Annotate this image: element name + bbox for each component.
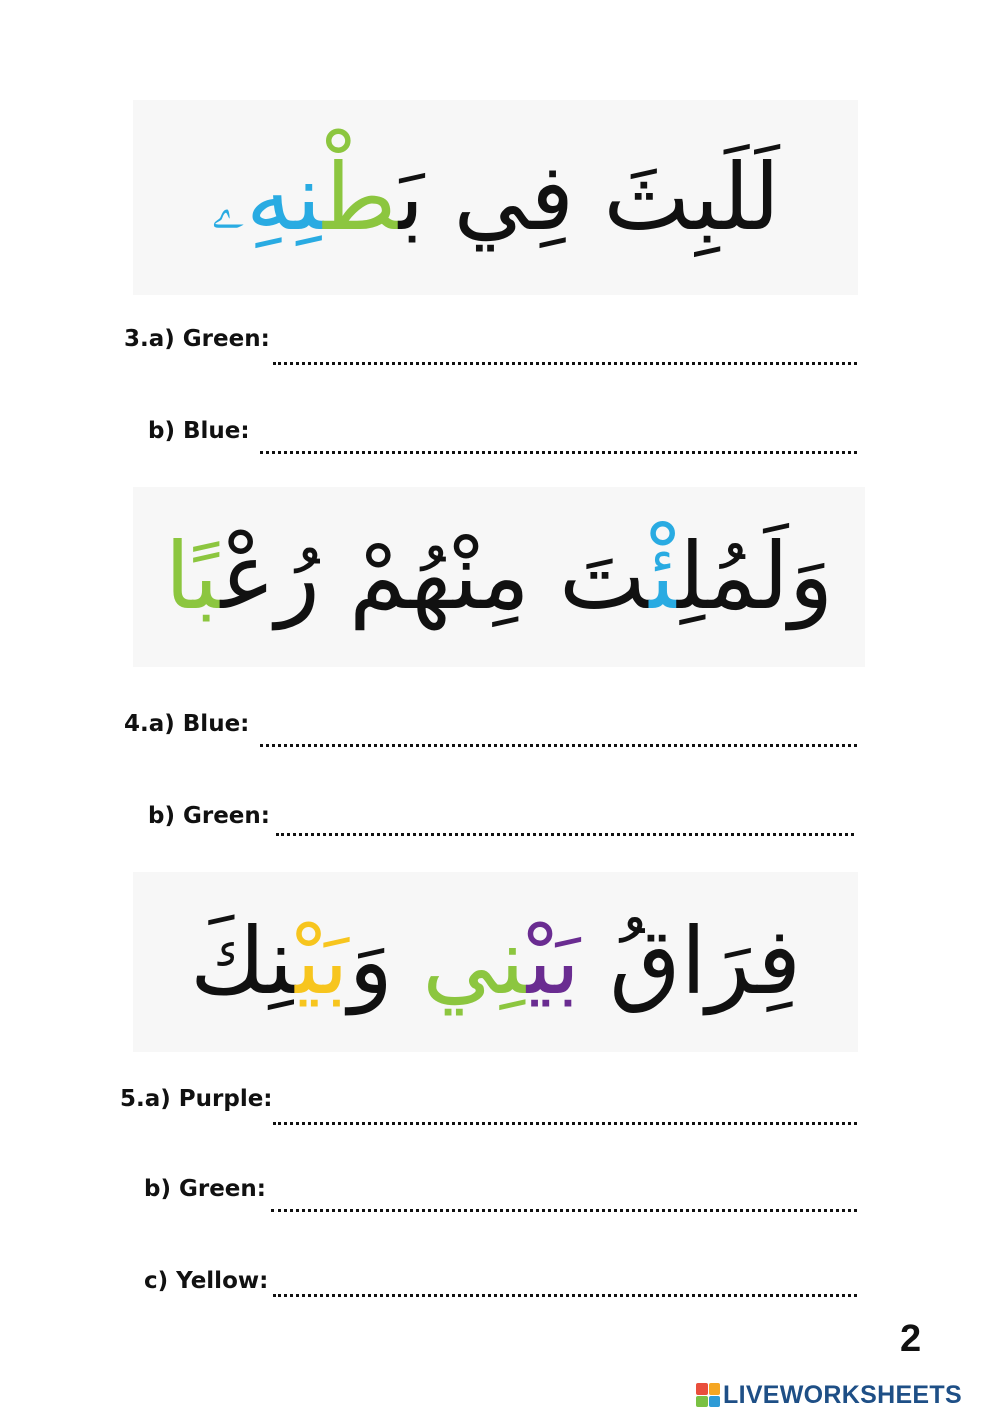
question-4a-row (0, 707, 1000, 757)
question-3a-label: 3.a) Green: (124, 326, 270, 352)
question-5b-label: b) Green: (144, 1176, 266, 1202)
question-4b-label: b) Green: (148, 803, 270, 829)
arabic-4-segment-black-a: وَلَمُلِ (677, 523, 834, 630)
arabic-5-segment-black-c: نِكَ (189, 908, 296, 1015)
logo-square-1 (696, 1383, 708, 1395)
question-3b-row (0, 414, 1000, 464)
arabic-5-segment-purple: بَيْ (526, 908, 581, 1015)
logo-square-3 (696, 1396, 708, 1408)
page-number: 2 (900, 1318, 922, 1360)
question-4b-answer-line[interactable] (276, 833, 854, 836)
question-5b-answer-line[interactable] (271, 1209, 857, 1212)
logo-square-2 (709, 1383, 721, 1395)
question-3a-answer-line[interactable] (273, 362, 857, 365)
question-5c-label: c) Yellow: (144, 1268, 269, 1294)
question-5a-label: 5.a) Purple: (120, 1086, 273, 1112)
arabic-3-segment-black: لَلَبِثَ فِي بَ (398, 143, 780, 251)
arabic-4-segment-blue: ئْ (649, 523, 678, 630)
question-5c-row (0, 1264, 1000, 1314)
arabic-5-segment-green: نِي (422, 908, 527, 1015)
arabic-text-3 (211, 143, 780, 251)
question-3b-label: b) Blue: (148, 418, 250, 444)
arabic-text-4 (164, 523, 834, 630)
question-5a-row (0, 1082, 1000, 1132)
arabic-4-segment-green: بًا (164, 523, 221, 630)
arabic-5-segment-yellow: بَيْ (295, 908, 349, 1015)
liveworksheets-brand[interactable] (696, 1379, 962, 1411)
arabic-3-segment-blue-b: هِۦ (211, 143, 296, 251)
arabic-text-5 (189, 908, 802, 1015)
question-3b-answer-line[interactable] (260, 451, 857, 454)
question-4a-label: 4.a) Blue: (124, 711, 250, 737)
question-4a-answer-line[interactable] (260, 744, 857, 747)
arabic-5-segment-black-b: وَ (348, 908, 423, 1015)
logo-square-4 (709, 1396, 721, 1408)
arabic-phrase-3 (133, 100, 858, 295)
arabic-4-segment-black-b: تَ مِنْهُمْ رُعْ (220, 523, 650, 630)
arabic-5-segment-black-a: فِرَاقُ (580, 908, 802, 1015)
arabic-phrase-5 (133, 872, 858, 1052)
liveworksheets-wordmark: LIVEWORKSHEETS (723, 1380, 962, 1409)
arabic-phrase-4 (133, 487, 865, 667)
arabic-3-segment-green: طْ (323, 143, 399, 251)
question-3a-row (0, 322, 1000, 372)
arabic-3-segment-blue-a: نِ (295, 143, 324, 251)
question-5c-answer-line[interactable] (273, 1294, 857, 1297)
liveworksheets-logo-icon (696, 1383, 720, 1407)
question-5b-row (0, 1172, 1000, 1222)
question-4b-row (0, 799, 1000, 849)
question-5a-answer-line[interactable] (273, 1122, 857, 1125)
